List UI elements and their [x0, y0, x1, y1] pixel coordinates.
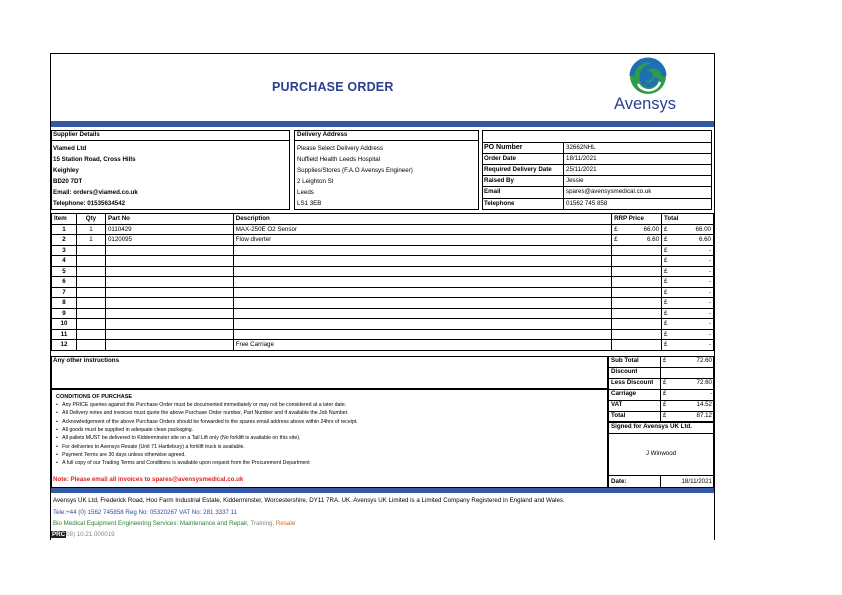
total-value: -	[708, 257, 711, 264]
table-row	[52, 298, 714, 309]
delivery-line: Nuffield Health Leeds Hospital	[297, 156, 381, 163]
po-number-value: 32662NHL	[566, 144, 596, 151]
desc-cell	[233, 319, 611, 330]
item-cell	[52, 266, 77, 277]
cell-part: 0120095	[107, 236, 133, 243]
supplier-line: BD20 7DT	[53, 178, 83, 185]
email-label: Email	[484, 188, 501, 195]
part-cell	[105, 224, 233, 235]
cell-item: 9	[62, 309, 66, 317]
page-title: PURCHASE ORDER	[272, 80, 394, 94]
table-row	[52, 266, 714, 277]
delivery-line: 2 Leighton St	[297, 178, 334, 185]
table-row	[52, 235, 714, 246]
total-currency: £	[664, 225, 668, 233]
item-cell	[52, 256, 77, 267]
part-cell	[105, 245, 233, 256]
qty-cell	[76, 235, 105, 246]
item-cell	[52, 235, 77, 246]
rrp-cell	[612, 319, 662, 330]
cell-item: 8	[62, 299, 66, 306]
header-part-no: Part No	[105, 214, 233, 225]
total-cell	[662, 287, 714, 298]
signed-heading: Signed for Avensys UK Ltd.	[611, 423, 693, 430]
cell-item: 2	[62, 236, 66, 243]
delivery-line: Supplies/Stores (F.A.O Avensys Engineer)	[297, 167, 413, 174]
rrp-currency: £	[614, 236, 618, 243]
qty-cell	[76, 287, 105, 298]
bullet-icon: •	[56, 426, 63, 433]
condition-item	[56, 451, 186, 459]
total-cell	[662, 340, 714, 351]
desc-cell	[233, 308, 611, 319]
total-currency: £	[664, 330, 668, 338]
rrp-cell	[612, 308, 662, 319]
part-cell	[105, 340, 233, 351]
part-cell	[105, 329, 233, 340]
desc-cell	[233, 287, 611, 298]
condition-item	[56, 409, 348, 417]
totals-currency: £	[663, 390, 667, 397]
telephone-value: 01562 745 858	[566, 200, 608, 207]
supplier-line: Telephone: 01535634542	[53, 200, 126, 207]
order-date-value: 18/11/2021	[566, 155, 597, 162]
form-code-text: 08) 10.21.000019	[66, 531, 115, 538]
rrp-cell	[612, 340, 662, 351]
header-description: Description	[233, 214, 611, 225]
part-cell	[105, 287, 233, 298]
header-item: Item	[52, 214, 77, 225]
desc-cell	[233, 340, 611, 351]
delivery-line: Please Select Delivery Address	[297, 145, 383, 152]
header-qty: Qty	[76, 214, 105, 225]
rrp-cell	[612, 298, 662, 309]
rrp-value: 6.60	[646, 236, 660, 243]
total-currency: £	[664, 278, 668, 285]
footer-contact: Tele:+44 (0) 1562 745858 Reg No: 05320267 VAT No: 281 3337 11	[53, 509, 238, 516]
total-currency: £	[664, 320, 668, 327]
table-row	[52, 256, 714, 267]
supplier-heading: Supplier Details	[53, 131, 100, 138]
total-value: -	[708, 320, 711, 327]
bullet-icon: •	[56, 443, 63, 450]
total-currency: £	[664, 246, 668, 254]
totals-label: VAT	[611, 401, 623, 408]
condition-text: For deliveries to Avensys Resale (Unit 71 Hartlebury) a forklift truck is available.	[62, 443, 245, 450]
item-cell	[52, 277, 77, 288]
condition-item	[56, 426, 193, 434]
condition-text: All goods must be supplied in adequate clean packaging.	[62, 426, 194, 433]
bullet-icon: •	[56, 402, 63, 408]
item-cell	[52, 329, 77, 340]
desc-cell	[233, 235, 611, 246]
qty-cell	[76, 245, 105, 256]
condition-text: A full copy of our Trading Terms and Conditions is available upon request from the Procurement Department	[62, 460, 310, 467]
table-row	[52, 308, 714, 319]
total-cell	[662, 245, 714, 256]
totals-label: Less Discount	[611, 379, 654, 386]
desc-cell	[233, 256, 611, 267]
total-currency: £	[664, 299, 668, 306]
cell-item: 5	[62, 267, 66, 275]
footer-blue-bar	[51, 488, 714, 493]
condition-text: All pallets MUST be delivered to Kidderminster site on a Tail Lift only (No forklift is available on this site).	[62, 435, 301, 442]
services-text: Bio Medical Equipment Engineering Services: Maintenance and Repair,	[53, 520, 249, 527]
desc-cell	[233, 277, 611, 288]
form-code	[51, 530, 115, 541]
total-cell	[662, 235, 714, 246]
required-date-value: 25/11/2021	[566, 166, 597, 173]
qty-cell	[76, 277, 105, 288]
total-cell	[662, 298, 714, 309]
desc-cell	[233, 329, 611, 340]
total-value: -	[708, 309, 711, 317]
qty-cell	[76, 266, 105, 277]
rrp-cell	[612, 235, 662, 246]
bullet-icon: •	[56, 410, 63, 417]
items-table	[51, 213, 714, 351]
header-rrp-price: RRP Price	[612, 214, 662, 225]
rrp-value: 66.00	[643, 225, 660, 233]
header-total: Total	[662, 214, 714, 225]
condition-item	[56, 418, 358, 426]
order-date-label: Order Date	[484, 155, 516, 162]
total-currency: £	[664, 288, 668, 296]
total-cell	[662, 329, 714, 340]
total-value: -	[708, 288, 711, 296]
cell-item: 11	[60, 330, 68, 338]
total-value: -	[708, 330, 711, 338]
raised-by-value: Jessie	[566, 177, 584, 184]
delivery-line: Leeds	[297, 189, 314, 196]
conditions-heading: CONDITIONS OF PURCHASE	[56, 394, 133, 400]
item-cell	[52, 319, 77, 330]
condition-text: All Delivery notes and invoices must quote the above Purchase Order number, Part Number and if available the Job Number.	[62, 410, 349, 417]
totals-label: Sub Total	[611, 357, 639, 364]
qty-cell	[76, 319, 105, 330]
total-cell	[662, 224, 714, 235]
part-cell	[105, 319, 233, 330]
bullet-icon: •	[56, 435, 63, 442]
header-blue-bar	[51, 121, 714, 127]
totals-label: Carriage	[611, 390, 637, 397]
delivery-heading: Delivery Address	[297, 131, 348, 138]
cell-desc: MAX-250E O2 Sensor	[235, 225, 297, 233]
supplier-line: Viamed Ltd	[53, 145, 87, 152]
cell-item: 7	[62, 288, 66, 296]
totals-value: 87.12	[696, 412, 712, 419]
part-cell	[105, 235, 233, 246]
part-cell	[105, 298, 233, 309]
qty-cell	[76, 256, 105, 267]
part-cell	[105, 266, 233, 277]
total-value: -	[708, 341, 711, 348]
cell-qty: 1	[89, 236, 93, 243]
totals-currency: £	[663, 379, 667, 386]
cell-item: 3	[62, 246, 66, 254]
rrp-cell	[612, 287, 662, 298]
condition-text: Acknowledgement of the above Purchase Orders should be forwarded to the spares email address above within 24hrs of receipt.	[62, 418, 358, 425]
total-value: -	[708, 267, 711, 275]
footer-services	[53, 519, 295, 530]
email-value: spares@avensysmedical.co.uk	[566, 188, 652, 195]
signed-date-value: 18/11/2021	[681, 478, 712, 485]
total-cell	[662, 277, 714, 288]
totals-label: Total	[611, 412, 626, 419]
condition-item	[56, 434, 300, 442]
footer-address: Avensys UK Ltd, Frederick Road, Hoo Farm Industrial Estate, Kidderminster, Worcestershire, DY11 7RA. UK. Avensys UK Limited is a Limited Company Registered in England and Wales.	[53, 497, 565, 504]
totals-value: -	[709, 390, 712, 397]
cell-item: 6	[62, 278, 66, 285]
table-row	[52, 329, 714, 340]
logo-text: Avensys	[614, 95, 677, 113]
invoice-note: Note: Please email all invoices to spares@avensysmedical.co.uk	[53, 476, 244, 483]
cell-desc: Flow diverter	[235, 236, 272, 243]
services-training: Training,	[250, 520, 275, 527]
total-cell	[662, 319, 714, 330]
part-cell	[105, 308, 233, 319]
part-cell	[105, 256, 233, 267]
totals-label: Discount	[611, 368, 638, 375]
condition-text: Any PRICE queries against this Purchase Order must be documented immediately or may not be considered at a later date.	[62, 402, 347, 408]
totals-value: 72.60	[696, 379, 712, 386]
total-currency: £	[664, 257, 668, 264]
total-cell	[662, 308, 714, 319]
cell-item: 4	[62, 257, 66, 264]
bullet-icon: •	[56, 418, 63, 425]
rrp-currency: £	[614, 225, 618, 233]
table-row	[52, 245, 714, 256]
desc-cell	[233, 298, 611, 309]
cell-part: 0110429	[107, 225, 132, 233]
table-row	[52, 277, 714, 288]
totals-currency: £	[663, 401, 667, 408]
bullet-icon: •	[56, 460, 63, 467]
item-cell	[52, 308, 77, 319]
total-value: -	[708, 278, 711, 285]
qty-cell	[76, 308, 105, 319]
total-value: -	[708, 246, 711, 254]
desc-cell	[233, 266, 611, 277]
items-header-row	[52, 214, 714, 225]
signed-date-label: Date:	[611, 478, 627, 485]
part-cell	[105, 277, 233, 288]
total-currency: £	[664, 267, 668, 275]
item-cell	[52, 224, 77, 235]
totals-currency: £	[663, 412, 667, 419]
cell-item: 12	[60, 341, 68, 348]
bullet-icon: •	[56, 451, 63, 458]
cell-item: 1	[62, 225, 66, 233]
raised-by-label: Raised By	[484, 177, 514, 184]
total-cell	[662, 256, 714, 267]
rrp-cell	[612, 329, 662, 340]
cell-item: 10	[60, 320, 68, 327]
item-cell	[52, 245, 77, 256]
desc-cell	[233, 245, 611, 256]
form-badge: PRC	[52, 531, 66, 538]
qty-cell	[76, 340, 105, 351]
totals-value: 14.52	[696, 401, 712, 408]
delivery-line: LS1 3EB	[297, 200, 322, 207]
rrp-cell	[612, 224, 662, 235]
total-currency: £	[664, 341, 668, 348]
item-cell	[52, 287, 77, 298]
table-row	[52, 224, 714, 235]
desc-cell	[233, 224, 611, 235]
condition-item	[56, 443, 245, 451]
table-row	[52, 319, 714, 330]
qty-cell	[76, 224, 105, 235]
supplier-line: 15 Station Road, Cross Hills	[53, 156, 136, 163]
total-value: 66.00	[695, 225, 711, 233]
condition-item	[56, 459, 310, 467]
condition-item	[56, 401, 346, 409]
table-row	[52, 287, 714, 298]
telephone-label: Telephone	[484, 200, 515, 207]
instructions-box	[51, 356, 608, 389]
supplier-line: Keighley	[53, 167, 79, 174]
signed-name: J Winwood	[645, 450, 677, 457]
totals-currency: £	[663, 357, 667, 364]
condition-text: Payment Terms are 30 days unless otherwise agreed.	[62, 451, 186, 458]
po-number-label: PO Number	[484, 144, 523, 151]
cell-qty: 1	[89, 225, 93, 233]
rrp-cell	[612, 245, 662, 256]
total-value: -	[708, 299, 711, 306]
services-resale: Resale	[275, 520, 296, 527]
total-currency: £	[664, 236, 668, 243]
instructions-heading: Any other instructions	[53, 357, 120, 364]
rrp-cell	[612, 266, 662, 277]
qty-cell	[76, 298, 105, 309]
table-row	[52, 340, 714, 351]
qty-cell	[76, 329, 105, 340]
required-date-label: Required Delivery Date	[484, 166, 552, 173]
totals-value: 72.60	[696, 357, 712, 364]
supplier-line: Email: orders@viamed.co.uk	[53, 189, 138, 196]
total-cell	[662, 266, 714, 277]
item-cell	[52, 298, 77, 309]
total-currency: £	[664, 309, 668, 317]
rrp-cell	[612, 256, 662, 267]
item-cell	[52, 340, 77, 351]
rrp-cell	[612, 277, 662, 288]
cell-desc: Free Carriage	[235, 341, 274, 348]
total-value: 6.60	[698, 236, 711, 243]
